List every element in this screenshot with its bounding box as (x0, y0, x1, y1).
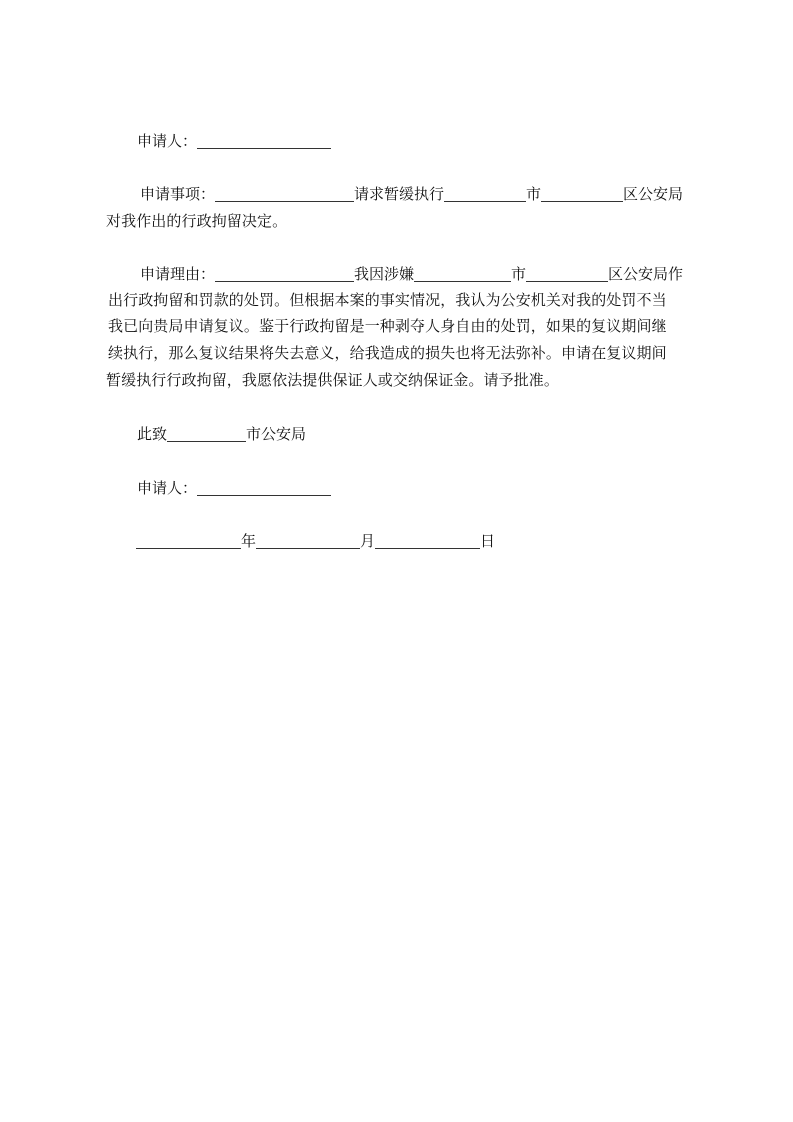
day-blank[interactable] (375, 547, 480, 549)
addressee-city-blank[interactable] (167, 440, 246, 442)
addressee-line (137, 421, 306, 447)
matter-text-2: 市 (526, 185, 542, 203)
applicant-label-bottom: 申请人： (137, 479, 198, 497)
reason-text-1: 我因涉嫌 (354, 265, 415, 283)
applicant-line-bottom (137, 475, 331, 501)
month-blank[interactable] (256, 547, 360, 549)
date-line (136, 528, 495, 554)
matter-line-1 (140, 181, 700, 207)
reason-line-3: 我已向贵局申请复议。鉴于行政拘留是一种剥夺人身自由的处罚，如果的复议期间继 (108, 317, 667, 335)
month-label: 月 (360, 532, 376, 550)
reason-text-3: 区公安局作 (608, 265, 684, 283)
year-blank[interactable] (136, 547, 241, 549)
suspect-blank[interactable] (414, 280, 511, 282)
day-label: 日 (480, 532, 496, 550)
district-blank[interactable] (541, 200, 623, 202)
addressee-suffix: 市公安局 (246, 425, 307, 443)
city-blank[interactable] (444, 200, 526, 202)
year-label: 年 (241, 532, 257, 550)
matter-line-2: 对我作出的行政拘留决定。 (106, 212, 288, 230)
matter-label: 申请事项： (140, 185, 216, 203)
reason-district-blank[interactable] (526, 280, 608, 282)
reason-line-1 (140, 261, 700, 287)
applicant-signature-blank[interactable] (197, 494, 331, 496)
matter-text-3: 区公安局 (623, 185, 684, 203)
applicant-line-top (137, 128, 331, 154)
reason-line-5: 暂缓执行行政拘留，我愿依法提供保证人或交纳保证金。请予批准。 (106, 371, 560, 389)
matter-blank[interactable] (215, 200, 354, 202)
reason-line-2: 出行政拘留和罚款的处罚。但根据本案的事实情况，我认为公安机关对我的处罚不当 (108, 291, 667, 309)
reason-blank[interactable] (215, 280, 354, 282)
addressee-prefix: 此致 (137, 425, 168, 443)
reason-line-4: 续执行，那么复议结果将失去意义，给我造成的损失也将无法弥补。申请在复议期间 (108, 344, 667, 362)
applicant-label: 申请人： (137, 132, 198, 150)
reason-text-2: 市 (511, 265, 527, 283)
applicant-blank[interactable] (197, 147, 331, 149)
reason-label: 申请理由： (140, 265, 216, 283)
matter-text-1: 请求暂缓执行 (354, 185, 445, 203)
